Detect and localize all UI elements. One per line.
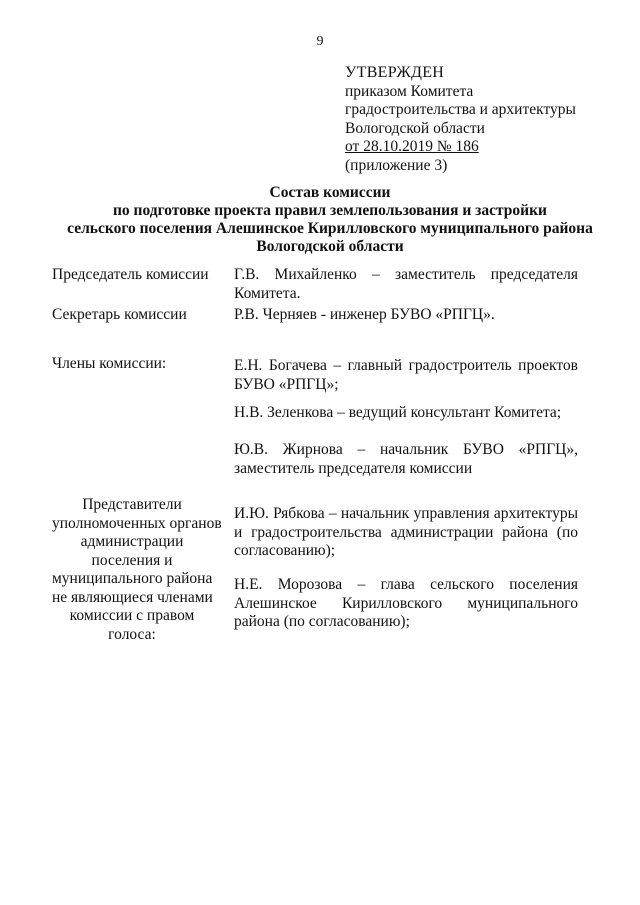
reps-label-line: поселения и — [91, 551, 173, 569]
chair-value — [234, 266, 578, 303]
approval-line-3: Вологодской области — [345, 119, 485, 137]
representative-2 — [234, 576, 578, 632]
approval-heading: УТВЕРЖДЕН — [345, 64, 445, 81]
reps-label-line: администрации — [80, 533, 184, 550]
reps-label-line: голоса: — [108, 625, 156, 643]
members-label: Члены комиссии: — [52, 355, 167, 372]
reps-label-line: комиссии с правом — [69, 607, 195, 624]
representative-2-text: Н.Е. Морозова – глава сельского поселения Алешинское Кирилловского муниципального района (по согласованию); — [234, 576, 578, 630]
page-number: 9 — [316, 34, 324, 49]
secretary-text: Р.В. Черняев - инженер БУВО «РПГЦ». — [234, 306, 495, 323]
member-1 — [234, 357, 578, 394]
title-line-2: по подготовке проекта правил землепользования и застройки — [113, 202, 547, 219]
secretary-value — [234, 306, 578, 325]
chair-text: Г.В. Михайленко – заместитель председателя Комитета. — [234, 266, 578, 302]
reps-label-line: уполномоченных органов — [52, 514, 222, 532]
representative-1-text: И.Ю. Рябкова – начальник управления архитектуры и градостроительства администрации района (по согласованию); — [234, 505, 578, 559]
representatives-label — [52, 496, 222, 644]
approval-block — [345, 64, 576, 175]
reps-label-line: не являющиеся членами — [52, 588, 213, 606]
secretary-label: Секретарь комиссии — [52, 306, 187, 323]
approval-line-2: градостроительства и архитектуры — [345, 101, 576, 118]
reps-label-line: Представители — [82, 496, 182, 513]
approval-order: от 28.10.2019 № 186 — [345, 138, 479, 155]
chair-label: Председатель комиссии — [52, 266, 209, 283]
title-line-3: сельского поселения Алешинское Кирилловского муниципального района — [67, 220, 593, 237]
document-title — [40, 184, 620, 256]
title-line-4: Вологодской области — [256, 238, 404, 255]
title-line-1: Состав комиссии — [269, 184, 391, 201]
member-3-text: Ю.В. Жирнова – начальник БУВО «РПГЦ», заместитель председателя комиссии — [234, 441, 578, 477]
member-1-text: Е.Н. Богачева – главный градостроитель проектов БУВО «РПГЦ»; — [234, 357, 578, 393]
approval-line-1: приказом Комитета — [345, 82, 474, 100]
representative-1 — [234, 505, 578, 561]
member-2-text: Н.В. Зеленкова – ведущий консультант Комитета; — [234, 404, 562, 421]
member-3 — [234, 441, 578, 478]
reps-label-line: муниципального района — [52, 570, 213, 587]
approval-appendix: (приложение 3) — [345, 156, 448, 174]
member-2 — [234, 404, 578, 423]
